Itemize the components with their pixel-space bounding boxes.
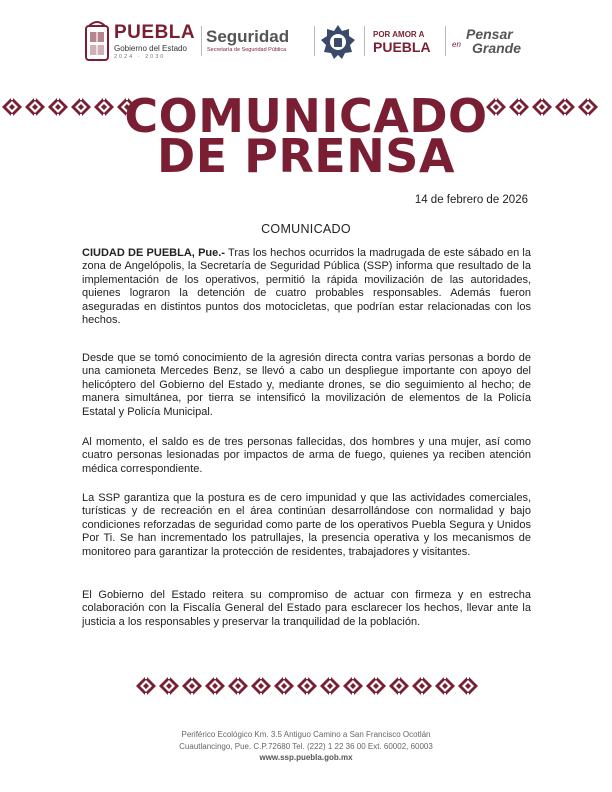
footer-website-link[interactable]: www.ssp.puebla.gob.mx <box>259 753 353 762</box>
pensar-en-grande-logo <box>452 26 532 60</box>
footer-address-line2: Cuautlancingo, Pue. C.P.72680 Tel. (222) 1 22 36 00 Ext. 60002, 60003 <box>179 741 433 751</box>
amor-a-puebla-logo <box>373 30 439 58</box>
puebla-government-logo <box>84 20 198 64</box>
footer-address-line1: Periférico Ecológico Km. 3.5 Antiguo Camino a San Francisco Ocotlán <box>181 730 431 739</box>
amor-logo-top: POR AMOR A <box>373 30 425 39</box>
paragraph-5: El Gobierno del Estado reitera su compromiso de actuar con firmeza y en estrecha colaboración con la Fiscalía General del Estado para esclarecer los hechos, llevar ante la justicia a los responsables y preservar la tranquilidad de la población. <box>82 589 531 628</box>
diamond-pattern-icon <box>412 676 432 696</box>
pensar-logo-en: en <box>452 40 461 49</box>
dateline: CIUDAD DE PUEBLA, Pue.- <box>82 247 225 259</box>
seguridad-logo-subtitle: Secretaría de Seguridad Pública <box>207 47 287 53</box>
press-date: 14 de febrero de 2026 <box>414 194 528 206</box>
diamond-pattern-icon <box>228 676 248 696</box>
footer <box>0 729 612 764</box>
paragraph-3: Al momento, el saldo es de tres personas fallecidas, dos hombres y una mujer, así como cuatro personas lesionadas por impactos de arma de fuego, quienes ya reciben atención médica correspondiente. <box>82 436 531 475</box>
diamond-pattern-icon <box>458 676 478 696</box>
seguridad-logo <box>206 27 310 57</box>
page-title-line2: DE PRENSA <box>157 129 455 183</box>
diamond-pattern-icon <box>159 676 179 696</box>
puebla-logo-name: PUEBLA <box>114 22 196 43</box>
puebla-logo-subtitle: Gobierno del Estado <box>114 44 187 53</box>
pensar-logo-line2: Grande <box>472 40 522 56</box>
seguridad-logo-name: Seguridad <box>206 27 290 46</box>
page-title-line1: COMUNICADO <box>124 89 488 143</box>
logo-divider <box>314 26 315 56</box>
logo-divider <box>364 26 365 56</box>
diamond-pattern-icon <box>297 676 317 696</box>
diamond-pattern-icon <box>320 676 340 696</box>
diamond-pattern-icon <box>366 676 386 696</box>
diamond-pattern-icon <box>251 676 271 696</box>
section-heading: COMUNICADO <box>261 222 351 236</box>
paragraph-2: Desde que se tomó conocimiento de la agresión directa contra varias personas a bordo de una camioneta Mercedes Benz, se llevó a cabo un despliegue importante con apoyo del helicóptero del Gobierno del Estado y, mediante drones, se dio seguimiento al hecho; de manera simultánea, por tierra se intensificó la movilización de elementos de la Policía Estatal y Policía Municipal. <box>82 352 531 418</box>
police-star-badge-icon <box>320 24 356 60</box>
decorative-pattern-bottom <box>136 676 478 696</box>
diamond-pattern-icon <box>274 676 294 696</box>
pensar-logo-line1: Pensar <box>466 26 513 42</box>
diamond-pattern-icon <box>136 676 156 696</box>
puebla-logo-years: 2024 · 2030 <box>114 54 166 60</box>
diamond-pattern-icon <box>343 676 363 696</box>
puebla-crest-icon <box>84 20 110 64</box>
paragraph-1 <box>82 247 531 327</box>
paragraph-4: La SSP garantiza que la postura es de cero impunidad y que las actividades comerciales, turísticas y de recreación en el área continúan desarrollándose con normalidad y bajo condiciones reforzadas de seguridad como parte de los operativos Puebla Segura y Unidos Por Ti. Se han incrementado los patrullajes, la presencia operativa y los mecanismos de monitoreo para garantizar la protección de residentes, trabajadores y visitantes. <box>82 492 531 558</box>
paragraph-1-text: Tras los hechos ocurridos la madrugada de este sábado en la zona de Angelópolis, la Secretaría de Seguridad Pública (SSP) informa que resultado de la implementación de los operativos, permitió la rápida movilización de las autoridades, quienes lograron la detención de cuatro probables responsables. Además fueron aseguradas en distintos puntos dos motocicletas, que podrían estar relacionadas con los hechos. <box>82 247 531 327</box>
logo-divider <box>201 26 202 56</box>
diamond-pattern-icon <box>205 676 225 696</box>
logo-divider <box>445 26 446 56</box>
diamond-pattern-icon <box>435 676 455 696</box>
diamond-pattern-icon <box>182 676 202 696</box>
amor-logo-name: PUEBLA <box>373 39 431 55</box>
diamond-pattern-icon <box>389 676 409 696</box>
